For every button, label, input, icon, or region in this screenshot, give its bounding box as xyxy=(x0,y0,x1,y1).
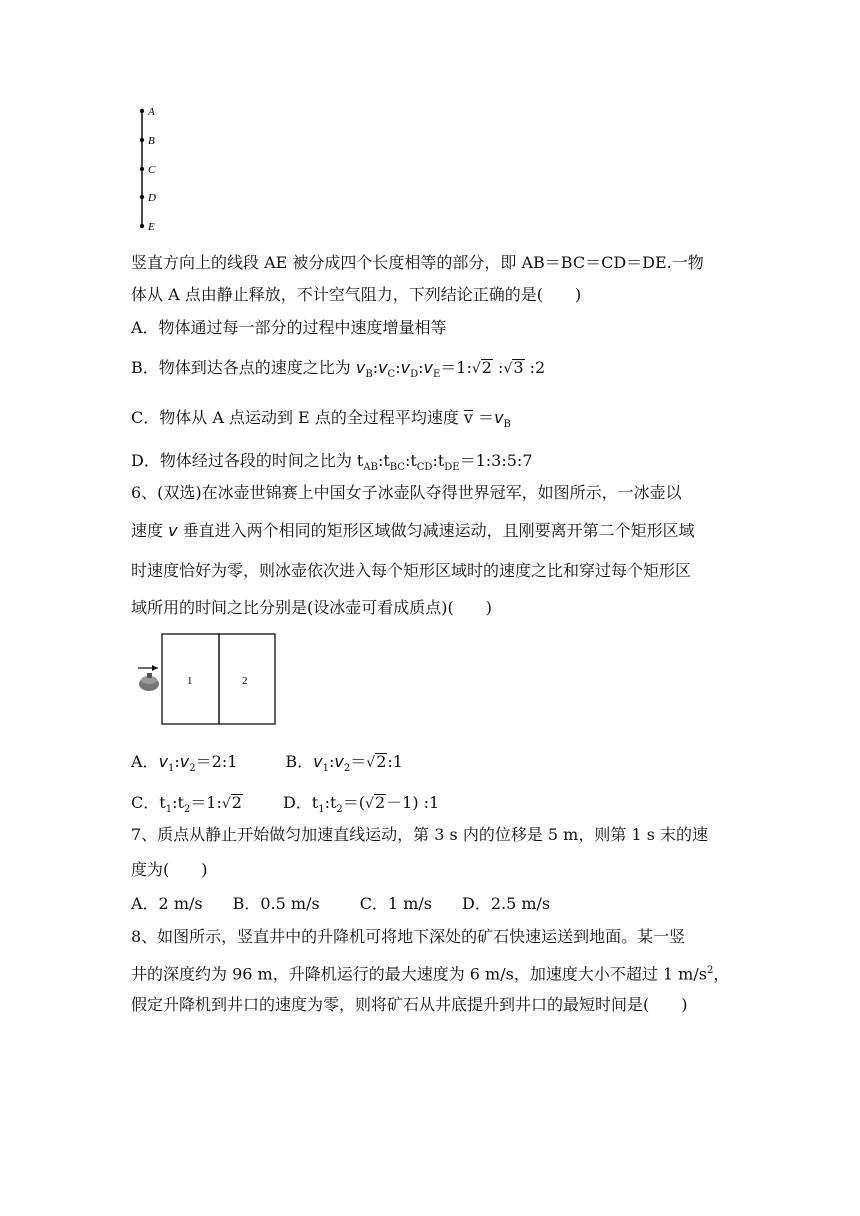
point-d xyxy=(140,195,144,199)
q5-stem-line1: 竖直方向上的线段 AE 被分成四个长度相等的部分，即 AB＝BC＝CD＝DE.一物 xyxy=(131,253,704,272)
q6-options-ab: A．$v_1:v_2=2:1$ B．$v_1:v_2=√2:1$ xyxy=(131,752,403,775)
point-e xyxy=(140,224,144,228)
q6-options-cd: C．$t_1:t_2=1:√2$ D．$t_1:t_2=(√2-1)$ :1 xyxy=(131,793,440,816)
q5-option-a: A．物体通过每一部分的过程中速度增量相等 xyxy=(131,318,447,337)
q7-options xyxy=(131,893,550,915)
q7-option-d: D．2.5 m/s xyxy=(461,894,551,913)
label-d: D xyxy=(148,192,156,204)
q6-stem-line3: 时速度恰好为零，则冰壶依次进入每个矩形区域时的速度之比和穿过每个矩形区 xyxy=(131,561,692,580)
q6-stem-line2: 速度 v 垂直进入两个相同的矩形区域做匀减速运动，且刚要离开第二个矩形区域 xyxy=(131,521,695,540)
q5-option-b: B．物体到达各点的速度之比为 $v_B:v_C:v_D:v_E=1:√2$ :√3 :2 xyxy=(131,358,546,381)
q7-option-b: B．0.5 m/s xyxy=(232,894,320,913)
label-c: C xyxy=(148,164,156,176)
q5-option-c: C．物体从 A 点运动到 E 点的全过程平均速度 $v =v_B$ xyxy=(131,408,511,431)
q5-option-d: D．物体经过各段的时间之比为 $t_{AB}:t_{BC}:t_{CD}:t_{DE}=1:3:5:7$ xyxy=(131,451,533,474)
q6-stem-line1: 6、(双选)在冰壶世锦赛上中国女子冰壶队夺得世界冠军，如图所示，一冰壶以 xyxy=(131,483,682,502)
arrow-icon xyxy=(138,665,158,671)
point-a xyxy=(140,109,144,113)
q5-stem-line2: 体从 A 点由静止释放，不计空气阻力，下列结论正确的是( ) xyxy=(131,285,582,304)
q8-stem-line3: 假定升降机到井口的速度为零，则将矿石从井底提升到井口的最短时间是( ) xyxy=(131,995,688,1014)
label-a: A xyxy=(148,106,155,118)
curling-stone-icon xyxy=(139,673,159,691)
q7-option-c: C．1 m/s xyxy=(359,894,432,913)
point-c xyxy=(140,167,144,171)
q7-stem-line2: 度为( ) xyxy=(131,860,208,879)
segment-ae-figure xyxy=(132,102,172,234)
q7-option-a: A．2 m/s xyxy=(131,894,203,913)
region-1-label: 1 xyxy=(187,675,193,687)
label-b: B xyxy=(148,135,155,147)
curling-figure xyxy=(134,632,284,728)
label-e: E xyxy=(148,221,155,233)
q8-stem-line2: 井的深度约为 96 m，升降机运行的最大速度为 6 m/s，加速度大小不超过 1 $m/s^2$， xyxy=(131,964,730,984)
q6-stem-line4: 域所用的时间之比分别是(设冰壶可看成质点)( ) xyxy=(131,598,492,617)
point-b xyxy=(140,138,144,142)
q7-stem-line1: 7、质点从静止开始做匀加速直线运动，第 3 s 内的位移是 5 m，则第 1 s 末的速 xyxy=(131,825,709,844)
region-2-label: 2 xyxy=(242,675,248,687)
q8-stem-line1: 8、如图所示，竖直井中的升降机可将地下深处的矿石快速运送到地面。某一竖 xyxy=(131,927,686,946)
